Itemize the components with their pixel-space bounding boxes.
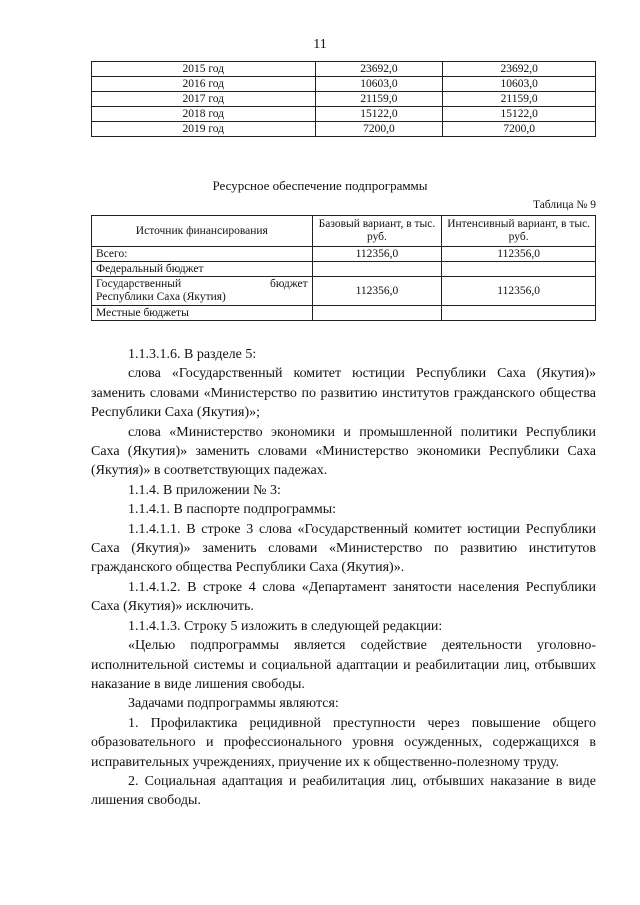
table-cell: 15122,0 xyxy=(443,107,596,122)
table-cell xyxy=(92,277,313,306)
table-cell: Федеральный бюджет xyxy=(92,262,313,277)
table-cell: 112356,0 xyxy=(312,247,442,262)
table-header-row xyxy=(92,216,596,247)
table-cell: 7200,0 xyxy=(443,122,596,137)
table-cell xyxy=(312,262,442,277)
table-row xyxy=(92,247,596,262)
paragraph: 1.1.4.1.1. В строке 3 слова «Государственный комитет юстиции Республики Саха (Якутия)» заменить словами «Министерство по развитию институтов гражданского общества Республики Саха (Якутия)». xyxy=(91,521,596,576)
paragraph: 1. Профилактика рецидивной преступности через повышение общего образовательного и профессионального уровня осужденных, содержащихся в исправительных учреждениях, приучение их к общественно-полезному труду. xyxy=(91,715,596,770)
table-cell: 2016 год xyxy=(92,77,316,92)
cell-line: Республики Саха (Якутия) xyxy=(96,291,226,303)
paragraph: 1.1.4.1. В паспорте подпрограммы: xyxy=(128,502,337,518)
table-row xyxy=(92,262,596,277)
table-cell: 15122,0 xyxy=(315,107,443,122)
table-cell: 112356,0 xyxy=(442,277,596,306)
page-number: 11 xyxy=(313,37,327,52)
table-cell: 112356,0 xyxy=(312,277,442,306)
table-cell: 2017 год xyxy=(92,92,316,107)
paragraph: 1.1.4.1.3. Строку 5 изложить в следующей редакции: xyxy=(128,618,443,634)
table-row xyxy=(92,92,596,107)
table-cell: 2019 год xyxy=(92,122,316,137)
table-cell: 23692,0 xyxy=(443,62,596,77)
table-row xyxy=(92,277,596,306)
cell-word: Государственный xyxy=(96,278,182,290)
paragraph: 1.1.4. В приложении № 3: xyxy=(128,482,281,498)
header-cell: Интенсивный вариант, в тыс. руб. xyxy=(442,216,596,247)
table-cell: 21159,0 xyxy=(443,92,596,107)
table-cell: 7200,0 xyxy=(315,122,443,137)
table-row xyxy=(92,107,596,122)
table-title: Ресурсное обеспечение подпрограммы xyxy=(212,178,428,193)
table-row xyxy=(92,306,596,321)
table-cell xyxy=(442,306,596,321)
table-row xyxy=(92,62,596,77)
paragraph: слова «Государственный комитет юстиции Республики Саха (Якутия)» заменить словами «Министерство по развитию институтов гражданского общества Республики Саха (Якутия)»; xyxy=(91,366,596,421)
cell-word: бюджет xyxy=(269,278,308,290)
paragraph: 1.1.3.1.6. В разделе 5: xyxy=(128,347,257,362)
paragraph: Задачами подпрограммы являются: xyxy=(128,696,339,712)
table-cell: Местные бюджеты xyxy=(92,306,313,321)
table-cell: 10603,0 xyxy=(315,77,443,92)
table-cell: 112356,0 xyxy=(442,247,596,262)
paragraph: «Целью подпрограммы является содействие деятельности уголовно-исполнительной системы и социальной адаптации и реабилитации лиц, отбывших наказание в виде лишения свободы. xyxy=(91,638,596,692)
header-cell: Источник финансирования xyxy=(92,216,313,247)
paragraph: слова «Министерство экономики и промышленной политики Республики Саха (Якутия)» заменить словами «Министерство экономики Республики Саха (Якутия)» в соответствующих падежах. xyxy=(91,424,596,479)
table-row xyxy=(92,77,596,92)
table-label: Таблица № 9 xyxy=(532,199,596,211)
table-cell: 23692,0 xyxy=(315,62,443,77)
document-body xyxy=(91,345,596,811)
table-cell xyxy=(442,262,596,277)
table-cell: Всего: xyxy=(92,247,313,262)
years-funding-table xyxy=(91,61,596,137)
table-cell: 10603,0 xyxy=(443,77,596,92)
table-cell: 2018 год xyxy=(92,107,316,122)
table-cell: 21159,0 xyxy=(315,92,443,107)
table-cell: 2015 год xyxy=(92,62,316,77)
paragraph: 1.1.4.1.2. В строке 4 слова «Департамент занятости населения Республики Саха (Якутия)» исключить. xyxy=(91,579,596,615)
resource-table xyxy=(91,215,596,321)
header-cell: Базовый вариант, в тыс. руб. xyxy=(312,216,442,247)
table-cell xyxy=(312,306,442,321)
table-row xyxy=(92,122,596,137)
paragraph: 2. Социальная адаптация и реабилитация лиц, отбывших наказание в виде лишения свободы. xyxy=(91,773,596,809)
